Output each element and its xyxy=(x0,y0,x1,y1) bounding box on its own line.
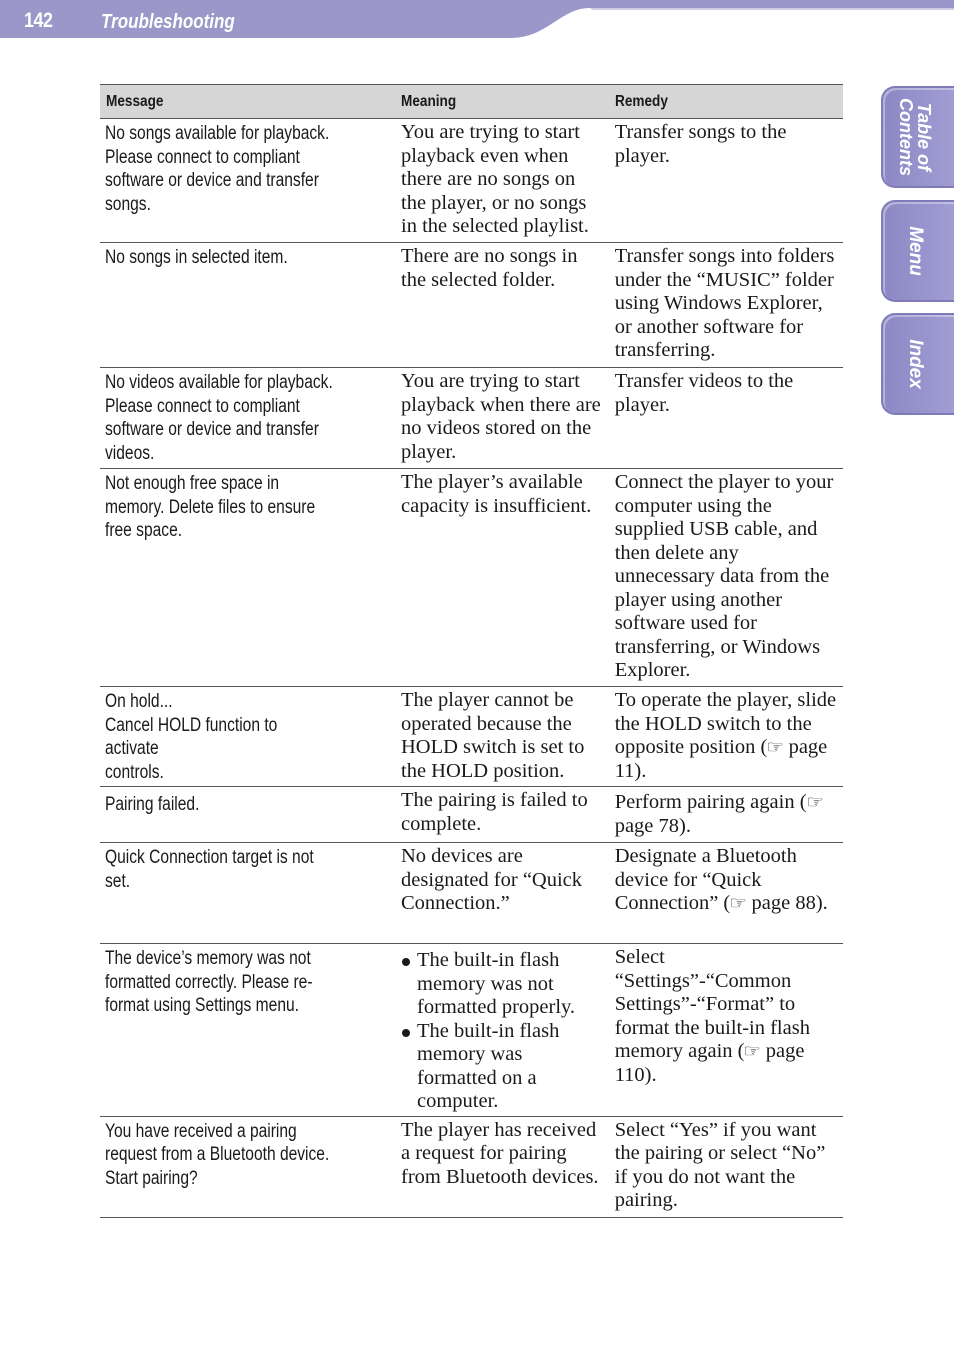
index-label: Index xyxy=(905,339,926,389)
table-row xyxy=(100,687,843,787)
page-number: 142 xyxy=(24,9,53,32)
table-of-contents-tab[interactable] xyxy=(881,86,954,188)
meaning-cell: No devices are designated for “Quick Connection.” xyxy=(391,843,610,944)
remedy-cell: Transfer songs into folders under the “MUSIC” folder using Windows Explorer, or another software for transferring. xyxy=(610,243,843,368)
meaning-cell: The pairing is failed to complete. xyxy=(391,787,610,843)
message-cell: No songs available for playback. Please connect to compliant software or device and transfer songs. xyxy=(100,119,391,243)
section-title: Troubleshooting xyxy=(101,11,235,33)
remedy-cell: Select “Yes” if you want the pairing or select “No” if you do not want the pairing. xyxy=(610,1116,843,1217)
meaning-cell: You are trying to start playback even when there are no songs on the player, or no songs in the selected playlist. xyxy=(391,119,610,243)
remedy-cell: Perform pairing again (☞ page 78). xyxy=(610,787,843,843)
message-cell: On hold... Cancel HOLD function to activate controls. xyxy=(100,687,391,787)
remedy-cell: Select “Settings”-“Common Settings”-“Format” to format the built-in flash memory again (☞ page 110). xyxy=(610,944,843,1117)
remedy-cell: Transfer videos to the player. xyxy=(610,368,843,469)
message-cell: Not enough free space in memory. Delete files to ensure free space. xyxy=(100,469,391,687)
table-row xyxy=(100,243,843,368)
meaning-cell: There are no songs in the selected folder. xyxy=(391,243,610,368)
meaning-cell: The player’s available capacity is insufficient. xyxy=(391,469,610,687)
message-cell: No songs in selected item. xyxy=(100,243,391,368)
index-tab[interactable] xyxy=(881,313,954,415)
remedy-cell: Designate a Bluetooth device for “Quick Connection” (☞ page 88). xyxy=(610,843,843,944)
table-row xyxy=(100,368,843,469)
message-cell: No videos available for playback. Please connect to compliant software or device and transfer videos. xyxy=(100,368,391,469)
table-row xyxy=(100,469,843,687)
page-reference-icon: ☞ xyxy=(743,1041,762,1061)
remedy-cell: Transfer songs to the player. xyxy=(610,119,843,243)
bullet-item: The built-in flash memory was formatted on a computer. xyxy=(401,1020,604,1114)
meaning-cell: The player cannot be operated because the HOLD switch is set to the HOLD position. xyxy=(391,687,610,787)
meaning-bullet-list xyxy=(401,946,604,1114)
table-header-row xyxy=(100,85,843,119)
table-row xyxy=(100,944,843,1117)
page-reference-icon: ☞ xyxy=(766,737,785,757)
message-cell: Pairing failed. xyxy=(100,787,391,843)
menu-tab[interactable] xyxy=(881,200,954,302)
message-cell: Quick Connection target is not set. xyxy=(100,843,391,944)
meaning-cell xyxy=(391,944,610,1117)
menu-label: Menu xyxy=(905,226,926,276)
table-row xyxy=(100,119,843,243)
header-remedy: Remedy xyxy=(610,85,843,119)
bullet-item: The built-in flash memory was not formatted properly. xyxy=(401,949,604,1020)
remedy-cell: To operate the player, slide the HOLD switch to the opposite position (☞ page 11). xyxy=(610,687,843,787)
troubleshooting-table xyxy=(100,84,843,1218)
meaning-cell: You are trying to start playback when there are no videos stored on the player. xyxy=(391,368,610,469)
page-reference-icon: ☞ xyxy=(729,893,748,913)
table-of-contents-label: Table of Contents xyxy=(896,98,934,176)
header-meaning: Meaning xyxy=(391,85,610,119)
header-message: Message xyxy=(100,85,391,119)
table-row xyxy=(100,1116,843,1217)
message-cell: The device’s memory was not formatted correctly. Please re- format using Settings menu. xyxy=(100,944,391,1117)
page-reference-icon: ☞ xyxy=(805,792,824,812)
table-row xyxy=(100,787,843,843)
meaning-cell: The player has received a request for pairing from Bluetooth devices. xyxy=(391,1116,610,1217)
remedy-cell: Connect the player to your computer using the supplied USB cable, and then delete any unnecessary data from the player using another software used for transferring, or Windows Explorer. xyxy=(610,469,843,687)
page-header xyxy=(0,0,954,40)
message-cell: You have received a pairing request from a Bluetooth device. Start pairing? xyxy=(100,1116,391,1217)
table-row xyxy=(100,843,843,944)
